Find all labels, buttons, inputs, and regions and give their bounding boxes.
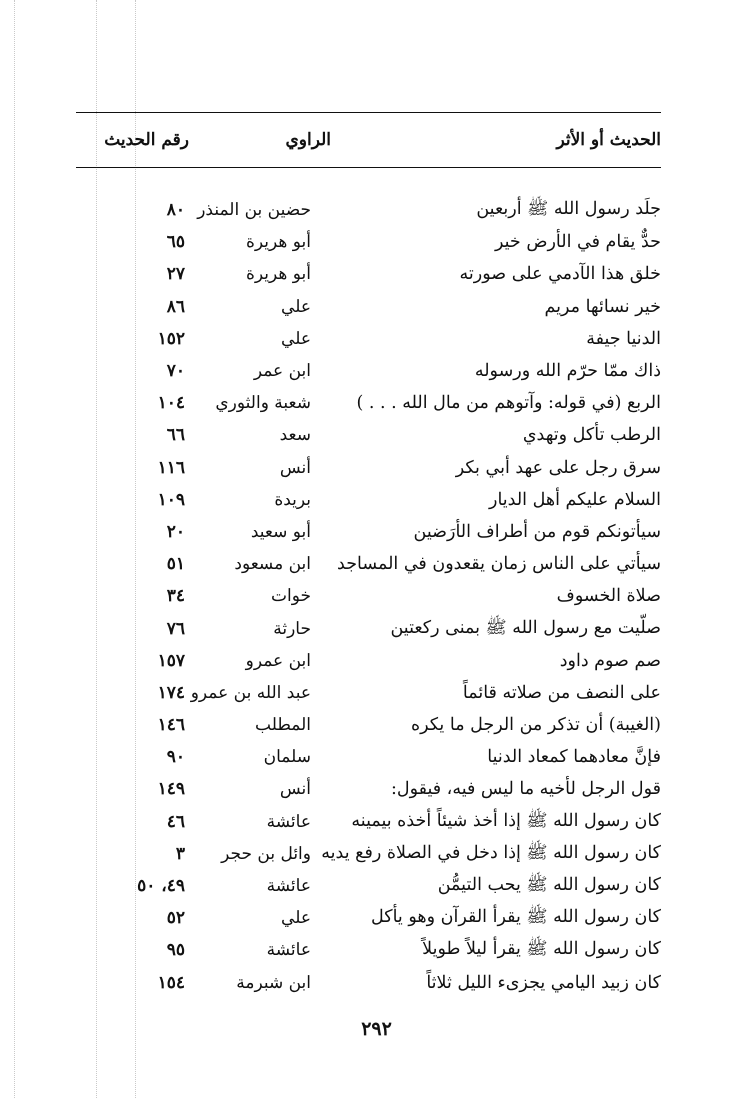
rawi-name: سلمان xyxy=(263,747,311,768)
hadith-text: جلَد رسول الله ﷺ أربعين xyxy=(476,199,661,220)
table-body xyxy=(76,168,661,999)
table-row xyxy=(76,741,661,773)
index-table xyxy=(76,112,661,999)
table-row xyxy=(76,580,661,612)
hadith-text: كان رسول الله ﷺ يحب التيمُّن xyxy=(437,875,661,896)
rawi-name: بريدة xyxy=(274,489,311,510)
rawi-name: أبو هريرة xyxy=(245,264,311,285)
table-row xyxy=(76,194,661,226)
hadith-text: كان رسول الله ﷺ يقرأ القرآن وهو يأكل xyxy=(371,907,661,928)
table-row xyxy=(76,645,661,677)
hadith-number: ٦٥ xyxy=(166,232,185,253)
hadith-number: ٨٠ xyxy=(166,200,185,221)
hadith-number: ١٥٧ xyxy=(157,650,185,671)
scan-margin-line-left xyxy=(14,0,15,1098)
rawi-name: المطلب xyxy=(255,715,311,736)
hadith-number: ١٥٢ xyxy=(157,328,185,349)
hadith-text: سيأتونكم قوم من أطراف الأرَضين xyxy=(413,521,661,542)
hadith-text: خلق هذا الآدمي على صورته xyxy=(459,264,661,285)
rawi-name: أنس xyxy=(279,779,311,800)
table-row xyxy=(76,838,661,870)
table-row xyxy=(76,291,661,323)
rawi-name: علي xyxy=(281,328,311,349)
rawi-name: شعبة والثوري xyxy=(215,393,311,414)
rawi-name: عائشة xyxy=(266,940,311,961)
hadith-text: صم صوم داود xyxy=(559,650,661,671)
rawi-name: حارثة xyxy=(273,618,311,639)
table-row xyxy=(76,677,661,709)
hadith-number: ١٤٦ xyxy=(157,715,185,736)
table-row xyxy=(76,355,661,387)
hadith-text: كان زبيد اليامي يجزىء الليل ثلاثاً xyxy=(426,972,661,993)
table-row xyxy=(76,773,661,805)
hadith-number: ٢٧ xyxy=(166,264,185,285)
rawi-name: ابن مسعود xyxy=(234,554,311,575)
hadith-text: سرق رجل على عهد أبي بكر xyxy=(455,457,661,478)
table-row xyxy=(76,934,661,966)
hadith-number: ١٤٩ xyxy=(157,779,185,800)
hadith-number: ٢٠ xyxy=(166,521,185,542)
hadith-number: ٩٠ xyxy=(166,747,185,768)
hadith-number: ٨٦ xyxy=(166,296,185,317)
hadith-text: فإنَّ معادهما كمعاد الدنيا xyxy=(487,747,661,768)
hadith-number: ١٥٤ xyxy=(157,972,185,993)
hadith-text: كان رسول الله ﷺ إذا دخل في الصلاة رفع يديه xyxy=(321,842,661,863)
table-row xyxy=(76,516,661,548)
hadith-number: ١٠٤ xyxy=(157,393,185,414)
table-row xyxy=(76,258,661,290)
table-row xyxy=(76,323,661,355)
hadith-text: كان رسول الله ﷺ إذا أخذ شيئاً أخذه بيمينه xyxy=(351,810,661,831)
table-row xyxy=(76,902,661,934)
hadith-number: ١١٦ xyxy=(157,457,185,478)
hadith-text: سيأتي على الناس زمان يقعدون في المساجد xyxy=(337,554,661,575)
hadith-text: ذاك ممّا حرّم الله ورسوله xyxy=(474,361,661,382)
hadith-number: ٦٦ xyxy=(166,425,185,446)
header-hadith: الحديث أو الأثر xyxy=(556,130,661,150)
rawi-name: وائل بن حجر xyxy=(221,843,311,864)
hadith-text: صلاة الخسوف xyxy=(556,586,661,607)
hadith-text: (الغيبة) أن تذكر من الرجل ما يكره xyxy=(410,715,661,736)
hadith-text: الدنيا جيفة xyxy=(586,328,661,349)
hadith-number: ١٠٩ xyxy=(157,489,185,510)
table-row xyxy=(76,806,661,838)
hadith-number: ٤٦ xyxy=(166,811,185,832)
table-row xyxy=(76,387,661,419)
hadith-number: ٥١ xyxy=(166,554,185,575)
table-row xyxy=(76,226,661,258)
header-number: رقم الحديث xyxy=(104,130,189,150)
table-row xyxy=(76,967,661,999)
rawi-name: ابن شبرمة xyxy=(236,972,311,993)
rawi-name: عبد الله بن عمرو xyxy=(190,682,311,703)
rawi-name: عائشة xyxy=(266,876,311,897)
rawi-name: ابن عمر xyxy=(253,361,311,382)
rawi-name: علي xyxy=(281,296,311,317)
hadith-number: ٩٥ xyxy=(166,940,185,961)
hadith-text: على النصف من صلاته قائماً xyxy=(462,682,661,703)
rawi-name: علي xyxy=(281,908,311,929)
hadith-text: الرطب تأكل وتهدي xyxy=(522,425,661,446)
rawi-name: سعد xyxy=(279,425,311,446)
hadith-number: ٧٦ xyxy=(166,618,185,639)
table-row xyxy=(76,709,661,741)
header-rawi: الراوي xyxy=(285,130,331,150)
rawi-name: أبو سعيد xyxy=(250,521,311,542)
rawi-name: حضين بن المنذر xyxy=(197,200,311,221)
table-row xyxy=(76,452,661,484)
hadith-text: كان رسول الله ﷺ يقرأ ليلاً طويلاً xyxy=(422,939,661,960)
rawi-name: عائشة xyxy=(266,811,311,832)
page-number: ٢٩٢ xyxy=(361,1018,392,1040)
rawi-name: أبو هريرة xyxy=(245,232,311,253)
table-row xyxy=(76,548,661,580)
rawi-name: خوات xyxy=(270,586,311,607)
hadith-text: صلّيت مع رسول الله ﷺ بمنى ركعتين xyxy=(390,617,661,638)
rawi-name: أنس xyxy=(279,457,311,478)
rawi-name: ابن عمرو xyxy=(245,650,311,671)
hadith-number: ٧٠ xyxy=(166,361,185,382)
table-row xyxy=(76,484,661,516)
hadith-number: ٣٤ xyxy=(166,586,185,607)
hadith-text: قول الرجل لأخيه ما ليس فيه، فيقول: xyxy=(390,779,661,800)
hadith-number: ٥٢ xyxy=(166,908,185,929)
table-row xyxy=(76,612,661,644)
hadith-text: حدٌّ يقام في الأرض خير xyxy=(495,232,661,253)
table-header xyxy=(76,113,661,167)
hadith-number: ٤٩، ٥٠ xyxy=(137,876,185,897)
hadith-text: السلام عليكم أهل الديار xyxy=(489,489,661,510)
hadith-text: الربع (في قوله: وآتوهم من مال الله . . . ) xyxy=(356,393,661,414)
hadith-number: ٣ xyxy=(175,843,185,864)
table-row xyxy=(76,419,661,451)
hadith-text: خير نسائها مريم xyxy=(544,296,661,317)
hadith-number: ١٧٤ xyxy=(157,682,185,703)
table-row xyxy=(76,870,661,902)
